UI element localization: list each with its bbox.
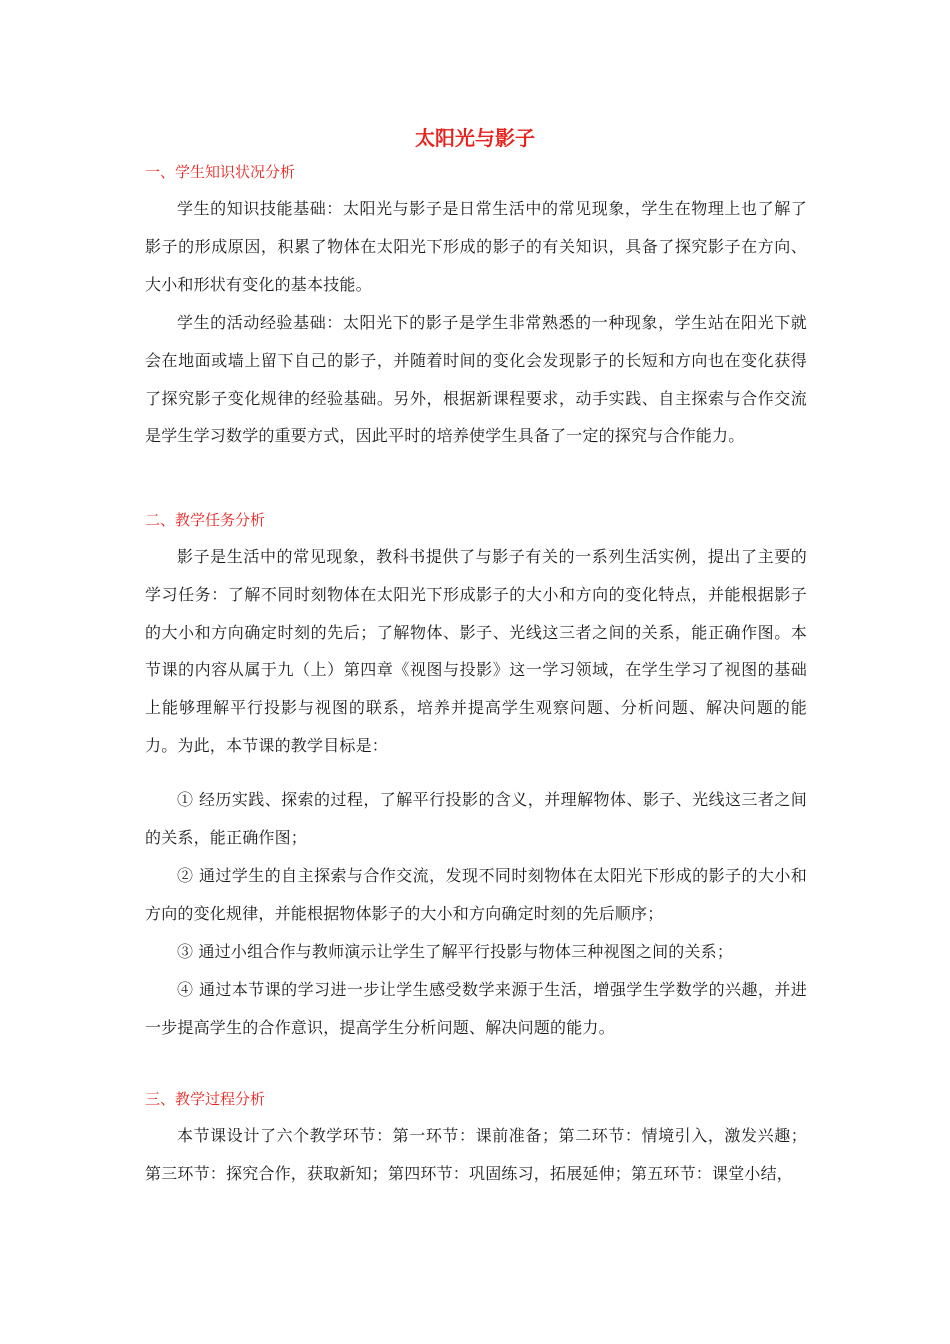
section-heading-3: 三、教学过程分析: [145, 1090, 266, 1108]
paragraph: 本节课设计了六个教学环节：第一环节：课前准备；第二环节：情境引入，激发兴趣；第三环节：探究合作，获取新知；第四环节：巩固练习，拓展延伸；第五环节：课堂小结，: [145, 1126, 807, 1183]
section-heading-2: 二、教学任务分析: [145, 511, 266, 529]
list-item-objective-2: ② 通过学生的自主探索与合作交流，发现不同时刻物体在太阳光下形成的影子的大小和方向的变化规律，并能根据物体影子的大小和方向确定时刻的先后顺序；: [145, 866, 807, 923]
list-item-objective-3: ③ 通过小组合作与教师演示让学生了解平行投影与物体三种视图之间的关系；: [177, 942, 734, 961]
list-item-objective-4: ④ 通过本节课的学习进一步让学生感受数学来源于生活，增强学生学数学的兴趣，并进一步提高学生的合作意识，提高学生分析问题、解决问题的能力。: [145, 980, 807, 1037]
paragraph: 学生的活动经验基础：太阳光下的影子是学生非常熟悉的一种现象，学生站在阳光下就会在地面或墙上留下自己的影子，并随着时间的变化会发现影子的长短和方向也在变化获得了探究影子变化规律的经验基础。另外，根据新课程要求，动手实践、自主探索与合作交流是学生学习数学的重要方式，因此平时的培养使学生具备了一定的探究与合作能力。: [145, 313, 807, 446]
document-title: 太阳光与影子: [415, 126, 535, 150]
paragraph: 学生的知识技能基础：太阳光与影子是日常生活中的常见现象，学生在物理上也了解了影子的形成原因，积累了物体在太阳光下形成的影子的有关知识，具备了探究影子在方向、大小和形状有变化的基本技能。: [145, 199, 807, 294]
paragraph: 影子是生活中的常见现象，教科书提供了与影子有关的一系列生活实例，提出了主要的学习任务：了解不同时刻物体在太阳光下形成影子的大小和方向的变化特点，并能根据影子的大小和方向确定时刻的先后；了解物体、影子、光线这三者之间的关系，能正确作图。本节课的内容从属于九（上）第四章《视图与投影》这一学习领域，在学生学习了视图的基础上能够理解平行投影与视图的联系，培养并提高学生观察问题、分析问题、解决问题的能力。为此，本节课的教学目标是：: [145, 547, 807, 755]
list-item-objective-1: ① 经历实践、探索的过程，了解平行投影的含义，并理解物体、影子、光线这三者之间的关系，能正确作图；: [145, 790, 807, 847]
section-heading-1: 一、学生知识状况分析: [145, 163, 296, 181]
